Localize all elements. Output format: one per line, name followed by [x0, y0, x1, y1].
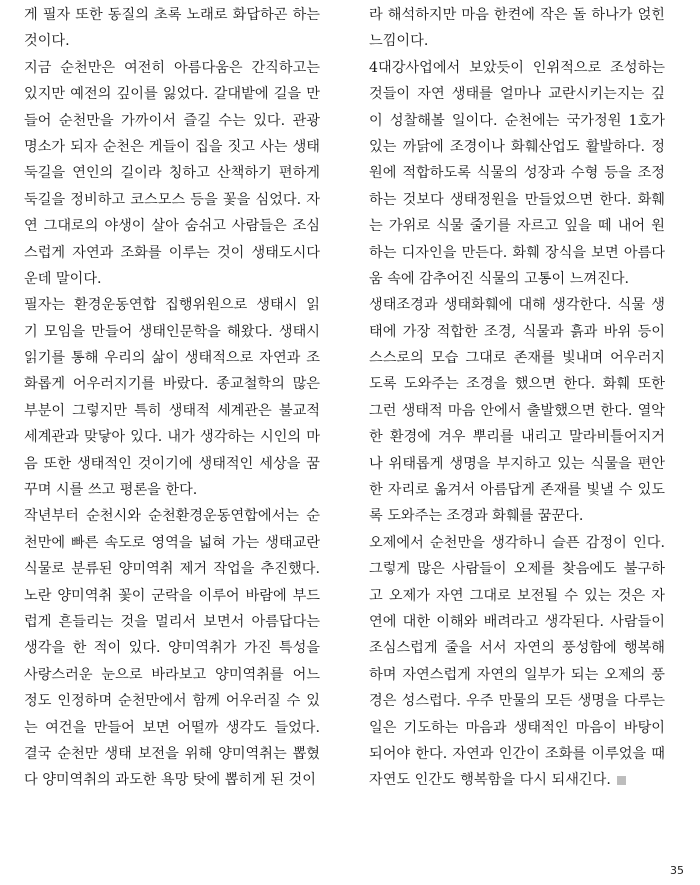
text-line-content: 움 속에 감추어진 식물의 고통이 느껴진다.	[369, 270, 630, 287]
text-line	[24, 134, 320, 160]
text-line-content: 부분이 그렇지만 특히 생태적 세계관은 불교적	[24, 402, 320, 419]
text-line-content: 그렇게 많은 사람들이 오제를 찾음에도 불구하	[369, 561, 665, 578]
text-line	[369, 583, 665, 609]
text-line-content: 하는 디자인을 만든다. 화훼 장식을 보면 아름다	[369, 244, 665, 261]
text-line-content: 한 환경에 겨우 뿌리를 내리고 말라비틀어지거	[369, 429, 665, 446]
paragraph	[24, 2, 320, 55]
text-line-content: 있는 까닭에 조경이나 화훼산업도 활발하다. 정	[369, 138, 665, 155]
text-line-content: 읽기를 통해 우리의 삶이 생태적으로 자연과 조	[24, 350, 320, 367]
text-line	[369, 688, 665, 714]
text-line-content: 다 양미역취의 과도한 욕망 탓에 뽑히게 된 것이	[24, 772, 316, 789]
text-line	[24, 715, 320, 741]
text-line	[369, 345, 665, 371]
text-line	[24, 319, 320, 345]
text-line	[24, 662, 320, 688]
text-line-content: 자연도 인간도 행복함을 다시 되새긴다.	[369, 772, 611, 789]
text-line-content: 꾸며 시를 쓰고 평론을 한다.	[24, 482, 198, 499]
text-line-content: 정도 인정하며 순천만에서 함께 어우러질 수 있	[24, 693, 320, 710]
text-line-content: 둑길을 정비하고 코스모스 등을 꽃을 심었다. 자	[24, 191, 320, 208]
text-line	[369, 2, 665, 28]
text-line	[369, 292, 665, 318]
text-line	[369, 662, 665, 688]
text-line-content: 화롭게 어우러지기를 바랐다. 종교철학의 많은	[24, 376, 320, 393]
text-line-content: 연에 대한 이해와 배려라고 생각된다. 사람들이	[369, 613, 665, 630]
text-line	[369, 213, 665, 239]
text-line	[24, 398, 320, 424]
text-line-content: 스럽게 자연과 조화를 이루는 것이 생태도시다	[24, 244, 320, 261]
text-line-content: 되어야 한다. 자연과 인간이 조화를 이루었을 때	[369, 745, 665, 762]
text-line-content: 노란 양미역취 꽃이 군락을 이루어 바람에 부드	[24, 587, 320, 604]
text-line-content: 사랑스러운 눈으로 바라보고 양미역취를 어느	[24, 666, 320, 683]
text-line-content: 는 여건을 만들어 보면 어떨까 생각도 들었다.	[24, 719, 320, 736]
text-line-content: 결국 순천만 생태 보전을 위해 양미역취는 뽑혔	[24, 745, 320, 762]
text-line	[369, 240, 665, 266]
text-line-content: 생태조경과 생태화훼에 대해 생각한다. 식물 생	[369, 297, 665, 314]
text-line-content: 하며 자연스럽게 자연의 일부가 되는 오제의 풍	[369, 666, 665, 683]
text-line-content: 는 가위로 식물 줄기를 자르고 잎을 떼 내어 원	[369, 218, 665, 235]
end-of-article-mark	[617, 776, 626, 785]
text-line-content: 4대강사업에서 보았듯이 인위적으로 조성하는	[369, 59, 665, 76]
text-line-content: 세계관과 맞닿아 있다. 내가 생각하는 시인의 마	[24, 429, 320, 446]
text-line-content: 기 모임을 만들어 생태인문학을 해왔다. 생태시	[24, 323, 320, 340]
text-line	[369, 451, 665, 477]
text-line-content: 록 도와주는 조경과 화훼를 꿈꾼다.	[369, 508, 584, 525]
text-line	[369, 635, 665, 661]
text-line	[369, 266, 665, 292]
text-line-content: 둑길을 연인의 길이라 칭하고 산책하기 편하게	[24, 165, 320, 182]
text-line	[369, 556, 665, 582]
text-line	[24, 503, 320, 529]
text-line	[24, 583, 320, 609]
text-line	[24, 55, 320, 81]
text-line-content: 느낌이다.	[369, 33, 429, 50]
text-line	[369, 108, 665, 134]
text-line-content: 운데 말이다.	[24, 270, 102, 287]
text-line-content: 식물로 분류된 양미역취 제거 작업을 추진했다.	[24, 561, 320, 578]
text-line	[24, 424, 320, 450]
right-column	[369, 2, 665, 794]
text-line	[369, 477, 665, 503]
text-line	[24, 160, 320, 186]
text-line	[369, 55, 665, 81]
text-line	[369, 319, 665, 345]
text-line-content: 필자는 환경운동연합 집행위원으로 생태시 읽	[24, 297, 320, 314]
text-line	[24, 28, 320, 54]
text-line	[369, 715, 665, 741]
text-line-content: 오제에서 순천만을 생각하니 슬픈 감정이 인다.	[369, 534, 665, 551]
text-line-content: 나 위태롭게 생명을 부지하고 있는 식물을 편안	[369, 455, 665, 472]
text-line	[369, 741, 665, 767]
text-line	[369, 28, 665, 54]
text-line	[369, 187, 665, 213]
text-line	[24, 530, 320, 556]
text-line-content: 게 필자 또한 동질의 초록 노래로 화답하곤 하는	[24, 7, 320, 23]
text-line-content: 생각을 한 적이 있다. 양미역취가 가진 특성을	[24, 640, 320, 657]
text-line	[369, 371, 665, 397]
text-line	[24, 451, 320, 477]
text-line	[24, 477, 320, 503]
text-line	[24, 609, 320, 635]
text-line-content: 명소가 되자 순천은 게들이 집을 짓고 사는 생태	[24, 138, 320, 155]
text-line-content: 조심스럽게 줄을 서서 자연의 풍성함에 행복해	[369, 640, 665, 657]
text-line-content: 지금 순천만은 여전히 아름다움은 간직하고는	[24, 59, 320, 76]
text-line	[369, 424, 665, 450]
text-line-content: 스스로의 모습 그대로 존재를 빛내며 어우러지	[369, 350, 665, 367]
text-line-content: 그런 생태적 마음 안에서 출발했으면 한다. 열악	[369, 402, 665, 419]
text-line-content: 경은 성스럽다. 우주 만물의 모든 생명을 다루는	[369, 693, 665, 710]
text-line	[24, 266, 320, 292]
text-line-content: 하는 것보다 생태정원을 만들었으면 한다. 화훼	[369, 191, 665, 208]
text-line	[24, 2, 320, 28]
text-line-content: 이 성찰해볼 일이다. 순천에는 국가정원 1호가	[369, 112, 665, 129]
paragraph	[369, 55, 665, 293]
paragraph	[24, 55, 320, 293]
text-line	[369, 81, 665, 107]
text-line	[24, 345, 320, 371]
text-line-content: 라 해석하지만 마음 한켠에 작은 돌 하나가 얹힌	[369, 7, 665, 23]
text-line	[24, 635, 320, 661]
text-line-content: 럽게 흔들리는 것을 멀리서 보면서 아름답다는	[24, 613, 320, 630]
text-line	[24, 81, 320, 107]
text-line	[24, 240, 320, 266]
text-line	[24, 292, 320, 318]
text-line-content: 연 그대로의 야생이 살아 숨쉬고 사람들은 조심	[24, 218, 320, 235]
text-line	[24, 767, 320, 793]
text-line-content: 있지만 예전의 깊이를 잃었다. 갈대밭에 길을 만	[24, 86, 320, 103]
text-line-content: 천만에 빠른 속도로 영역을 넓혀 가는 생태교란	[24, 534, 320, 551]
text-line	[369, 160, 665, 186]
text-line	[24, 108, 320, 134]
text-line-content: 들어 순천만을 가까이서 즐길 수는 있다. 관광	[24, 112, 320, 129]
text-line-content: 것이다.	[24, 33, 70, 50]
paragraph	[369, 292, 665, 530]
text-line-content: 음 또한 생태적인 것이기에 생태적인 세상을 꿈	[24, 455, 320, 472]
text-line	[369, 503, 665, 529]
text-line	[24, 371, 320, 397]
text-line-content: 고 오제가 자연 그대로 보전될 수 있는 것은 자	[369, 587, 665, 604]
paragraph	[369, 2, 665, 55]
left-column	[24, 2, 320, 794]
text-line	[24, 556, 320, 582]
text-line	[24, 741, 320, 767]
text-line	[369, 134, 665, 160]
text-line	[24, 213, 320, 239]
text-line-content: 것들이 자연 생태를 얼마나 교란시키는지는 깊	[369, 86, 665, 103]
page-number: 35	[670, 864, 684, 877]
paragraph	[24, 292, 320, 503]
text-line-content: 태에 가장 적합한 조경, 식물과 흙과 바위 등이	[369, 323, 665, 340]
text-line	[369, 767, 665, 793]
paragraph	[369, 530, 665, 794]
text-line-content: 일은 기도하는 마음과 생태적인 마음이 바탕이	[369, 719, 665, 736]
paragraph	[24, 503, 320, 793]
text-line-content: 작년부터 순천시와 순천환경운동연합에서는 순	[24, 508, 320, 525]
text-line	[24, 187, 320, 213]
text-line	[24, 688, 320, 714]
text-line-content: 한 자리로 옮겨서 아름답게 존재를 빛낼 수 있도	[369, 482, 665, 499]
text-line	[369, 609, 665, 635]
text-line	[369, 398, 665, 424]
text-line-content: 도록 도와주는 조경을 했으면 한다. 화훼 또한	[369, 376, 665, 393]
text-line-content: 원에 적합하도록 식물의 성장과 수형 등을 조정	[369, 165, 665, 182]
text-line	[369, 530, 665, 556]
